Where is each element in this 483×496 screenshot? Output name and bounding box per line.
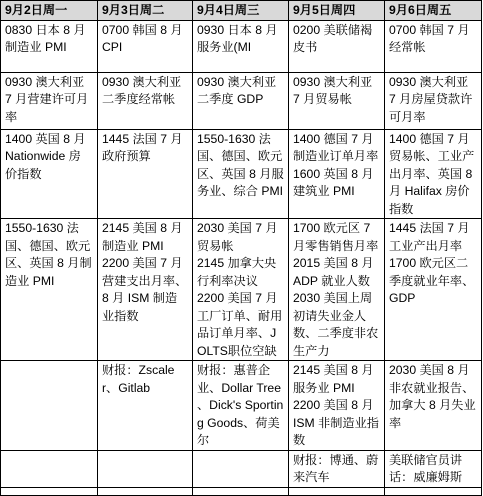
event-line: 2200 美国 7 月工厂订单、耐用品订单月率、JOLTS职位空缺 [197, 291, 283, 358]
event-cell [385, 487, 482, 495]
event-line: 0930 澳大利亚 7 月营建许可月率 [5, 74, 89, 124]
event-cell [193, 219, 289, 361]
day-header-friday: 9月6日周五 [385, 1, 482, 21]
event-cell [98, 129, 193, 219]
event-line: 2200 美国 8 月 ISM 非制造业指数 [293, 398, 379, 447]
event-line: 1550-1630 法国、德国、欧元区、英国 8 月服务业、综合 PMI [197, 131, 284, 198]
earnings-line: 财报：Zscaler、Gitlab [102, 363, 175, 395]
event-line: 0930 日本 8 月服务业(MI [197, 22, 278, 54]
event-cell [289, 129, 385, 219]
event-cell [289, 219, 385, 361]
table-row [1, 361, 482, 451]
event-cell [98, 219, 193, 361]
event-line: 1400 英国 8 月 Nationwide 房价指数 [5, 131, 86, 181]
day-header-thursday: 9月5日周四 [289, 1, 385, 21]
event-line: 0700 韩国 7 月经常帐 [389, 22, 470, 54]
event-line: 1600 英国 8 月建筑业 PMI [293, 166, 374, 198]
event-line: 2030 美国 8 月非农就业报告、加拿大 8 月失业率 [389, 363, 476, 430]
earnings-line: 财报：博通、蔚来汽车 [293, 452, 379, 484]
event-line: 2200 美国 7 月营建支出月率、8 月 ISM 制造业指数 [102, 256, 188, 323]
event-cell [193, 129, 289, 219]
event-line: 0200 美联储褐皮书 [293, 22, 373, 54]
event-line: 2030 美国 7 月贸易帐 [197, 221, 278, 253]
event-line: 1400 德国 7 月制造业订单月率 [293, 131, 379, 163]
event-line: 2015 美国 8 月 ADP 就业人数 [293, 256, 374, 288]
event-line: 1550-1630 法国、德国、欧元区、英国 8 月制造业 PMI [5, 221, 92, 288]
event-cell [193, 20, 289, 72]
event-line: 2145 美国 8 月服务业 PMI [293, 363, 374, 395]
event-cell [1, 20, 98, 72]
event-line: 0930 澳大利亚二季度经常帐 [102, 74, 182, 106]
event-cell [385, 361, 482, 451]
event-cell [1, 72, 98, 129]
event-cell [289, 20, 385, 72]
event-cell [1, 487, 98, 495]
event-cell [98, 361, 193, 451]
day-header-wednesday: 9月4日周三 [193, 1, 289, 21]
event-line: 0930 澳大利亚 7 月房屋贷款许可月率 [389, 74, 473, 124]
event-cell [193, 487, 289, 495]
event-cell [289, 487, 385, 495]
earnings-line: 财报：惠普企业、Dollar Tree 、Dick's Sporting Goods、荷美尔 [197, 363, 284, 447]
table-row [1, 487, 482, 495]
event-line: 2145 美国 8 月制造业 PMI [102, 221, 183, 253]
event-cell [289, 361, 385, 451]
event-cell [1, 129, 98, 219]
event-cell [385, 129, 482, 219]
event-cell [289, 72, 385, 129]
event-cell [1, 219, 98, 361]
event-cell [98, 487, 193, 495]
event-cell [193, 361, 289, 451]
event-cell [385, 20, 482, 72]
event-cell [1, 361, 98, 451]
table-row [1, 219, 482, 361]
table-row [1, 72, 482, 129]
event-line: 2030 美国上周初请失业金人数、二季度非农生产力 [293, 291, 379, 358]
event-line: 0700 韩国 8 月 CPI [102, 22, 183, 54]
table-row [1, 129, 482, 219]
day-header-tuesday: 9月3日周二 [98, 1, 193, 21]
event-line: 2145 加拿大央行利率决议 [197, 256, 277, 288]
day-header-monday: 9月2日周一 [1, 1, 98, 21]
event-line: 1445 法国 7 月政府预算 [102, 131, 183, 163]
event-line: 0830 日本 8 月制造业 PMI [5, 22, 86, 54]
event-line: 1445 法国 7 月工业产出月率 [389, 221, 470, 253]
event-cell [98, 72, 193, 129]
event-line: 0930 澳大利亚 7 月贸易帐 [293, 74, 373, 106]
event-cell [98, 20, 193, 72]
event-line: 1700 欧元区 7 月零售销售月率 [293, 221, 379, 253]
event-cell [193, 72, 289, 129]
header-row [1, 1, 482, 21]
event-line: 1400 德国 7 月贸易帐、工业产出月率、英国 8 月 Halifax 房价指数 [389, 131, 475, 216]
event-line: 0930 澳大利亚二季度 GDP [197, 74, 277, 106]
event-cell [385, 72, 482, 129]
event-cell [385, 219, 482, 361]
fed-speaker-line: 美联储官员讲话：威廉姆斯 [389, 452, 463, 484]
table-row [1, 20, 482, 72]
event-line: 1700 欧元区二季度就业年率、GDP [389, 256, 475, 305]
